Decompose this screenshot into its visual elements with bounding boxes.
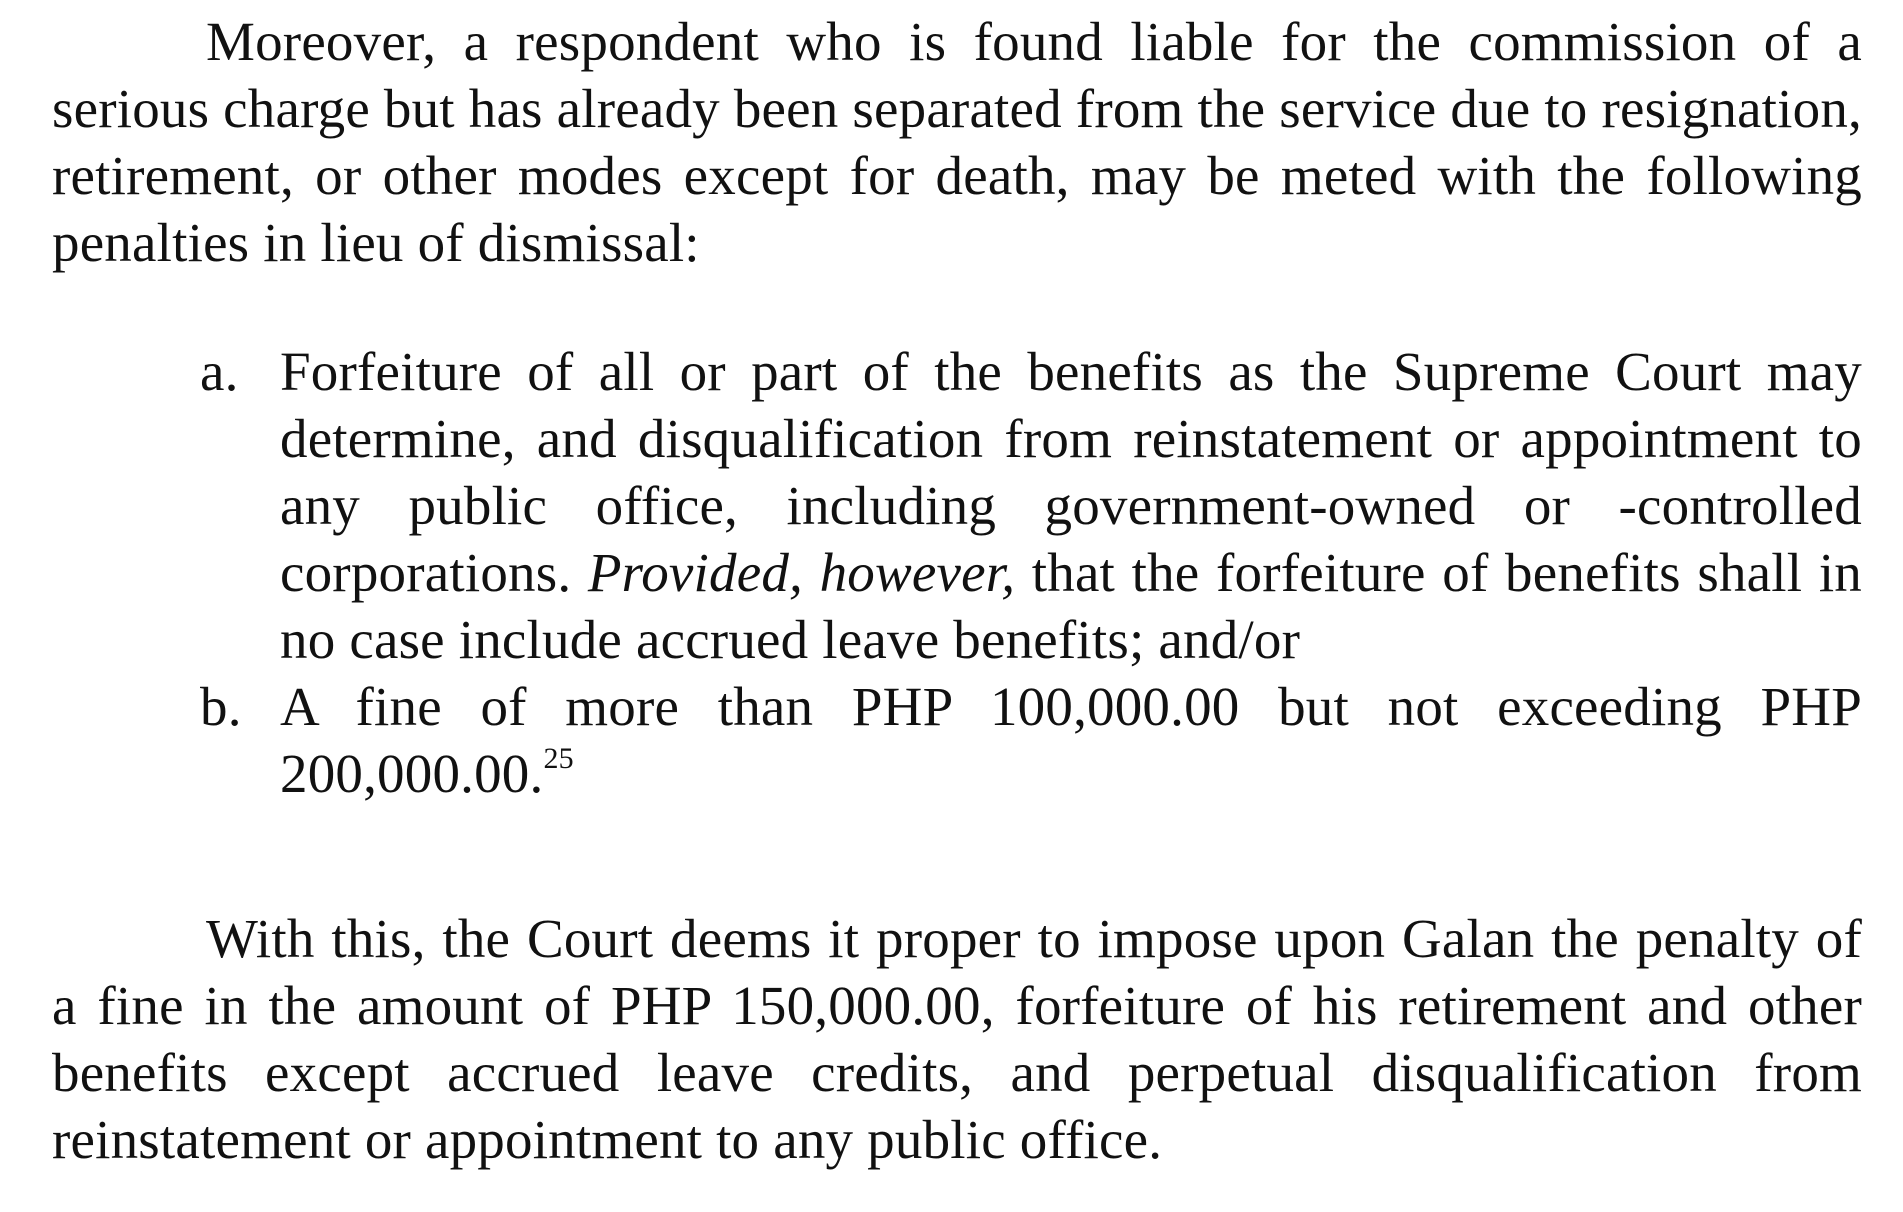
list-text-b bbox=[280, 673, 1862, 807]
penalty-list bbox=[200, 338, 1862, 807]
list-text-a-part-2: that the forfeiture of benefits shall in no case include accrued leave benefits; and/or bbox=[280, 542, 1863, 670]
list-text-a bbox=[280, 338, 1862, 673]
paragraph-penalty-intro: Moreover, a respondent who is found liable for the commission of a serious charge but has already been separated from the service due to resignation, retirement, or other modes except for death, may be meted with the following penalties in lieu of dismissal: bbox=[52, 11, 1862, 273]
list-text-b-body: A fine of more than PHP 100,000.00 but not exceeding PHP 200,000.00. bbox=[280, 676, 1862, 804]
list-text-a-italic: Provided, however, bbox=[587, 542, 1016, 603]
footnote-reference: 25 bbox=[543, 742, 574, 775]
list-item-b bbox=[200, 673, 1862, 807]
list-marker-b: b. bbox=[200, 676, 242, 737]
list-item-a bbox=[200, 338, 1862, 673]
list-marker-a: a. bbox=[200, 341, 239, 402]
list-text-a-part-1: Forfeiture of all or part of the benefits as the Supreme Court may determine, and disqualification from reinstatement or appointment to any public office, including government-owned or -controlled corporations. bbox=[280, 341, 1862, 603]
paragraph-penalty-imposed: With this, the Court deems it proper to impose upon Galan the penalty of a fine in the amount of PHP 150,000.00, forfeiture of his retirement and other benefits except accrued leave credits, and perpetual disqualification from reinstatement or appointment to any public office. bbox=[52, 908, 1862, 1170]
